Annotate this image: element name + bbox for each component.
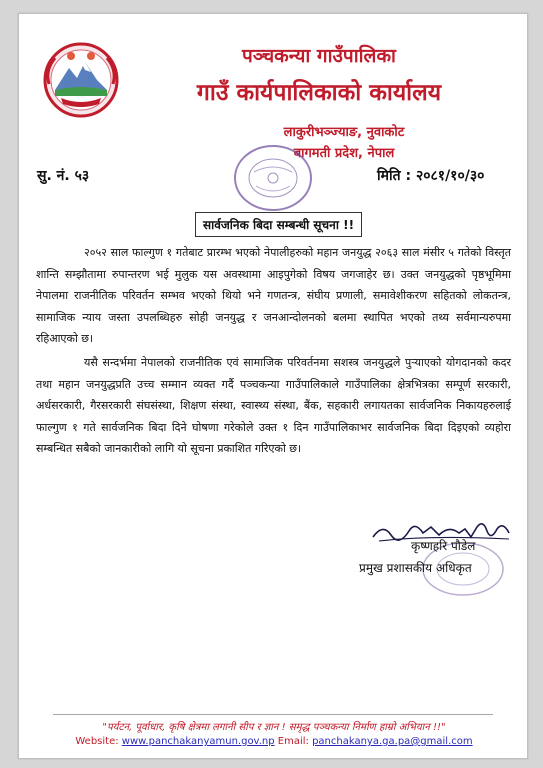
email-label: Email: [277,736,309,747]
signatory-title: प्रमुख प्रशासकीय अधिकृत [359,561,472,575]
date-label: मिति : [377,168,412,184]
address-line-2: बागमती प्रदेश, नेपाल [293,146,395,161]
paragraph-2-text: यसै सन्दर्भमा नेपालको राजनीतिक एवं सामाजिक परिवर्तनमा सशस्त्र जनयुद्धले पुऱ्याएको योगदानको कदर तथा महान जनयुद्धप्रति उच्च सम्मान व्यक्त गर्दै पञ्चकन्या गाउँपालिकाले गाउँपालिका क्षेत्रभित्रका सम्पूर्ण सरकारी, अर्धसरकारी, गैरसरकारी संघसंस्था, शिक्षण संस्था, स्वास्थ्य संस्था, बैंक, सहकारी लगायतका सार्वजनिक निकायहरुलाई फाल्गुण १ गते सार्वजनिक बिदा दिने घोषणा गरेकोले उक्त १ दिन गाउँपालिकाभर सार्वजनिक बिदा दिइएको व्यहोरा सम्बन्धित सबैको जानकारीको लागि यो सूचना प्रकाशित गरिएको छ। [36,356,511,455]
reference-number [37,166,89,185]
body-paragraph-2 [36,352,511,460]
date-value: २०८१/१०/३० [415,168,485,184]
government-emblem-icon [41,40,121,120]
email-link[interactable]: panchakanya.ga.pa@gmail.com [312,736,473,747]
subject-heading: सार्वजनिक बिदा सम्बन्धी सूचना !! [195,212,362,237]
letter-date [377,166,484,185]
footer-contact [39,736,509,747]
footer-divider [53,714,493,715]
office-seal-stamp [232,142,314,214]
address-line-1: लाकुरीभञ्ज्याङ, नुवाकोट [283,125,405,140]
municipality-name: पञ्चकन्या गाउँपालिका [242,45,396,67]
letter-page [18,13,528,759]
footer-motto: "पर्यटन, पूर्वाधार, कृषि क्षेत्रमा लगानी सीप र ज्ञान ! समृद्ध पञ्चकन्या निर्माण हाम्रो अभियान !!" [102,722,446,733]
website-link[interactable]: www.panchakanyamun.gov.np [121,736,275,747]
paragraph-1-text: २०५२ साल फाल्गुण १ गतेबाट प्रारम्भ भएको नेपालीहरुको महान जनयुद्ध २०६३ साल मंसीर ५ गतेको विस्तृत शान्ति सम्झौतामा रुपान्तरण भई मुलुक यस अवस्थामा आइपुगेको विषय जगजाहेर छ। उक्त जनयुद्धको पृष्ठभूमिमा नेपालमा राजनीतिक परिवर्तन सम्भव भएको थियो भने गणतन्त्र, संघीय प्रणाली, समावेशीकरण सहितको लोकतन्त्र, सामाजिक न्याय जस्ता उपलब्धिहरु सोही जनयुद्ध र जनआन्दोलनको बलमा स्थापित भएको तथ्य सर्वमान्यरुपमा रहिआएको छ। [36,246,511,345]
reference-value: ५३ [74,168,90,184]
signatory-name: कृष्णहरि पौडेल [411,539,476,553]
office-name: गाउँ कार्यपालिकाको कार्यालय [196,80,442,106]
reference-label: सु. नं. [37,168,70,184]
website-label: Website: [75,736,119,747]
body-paragraph-1 [36,242,511,350]
